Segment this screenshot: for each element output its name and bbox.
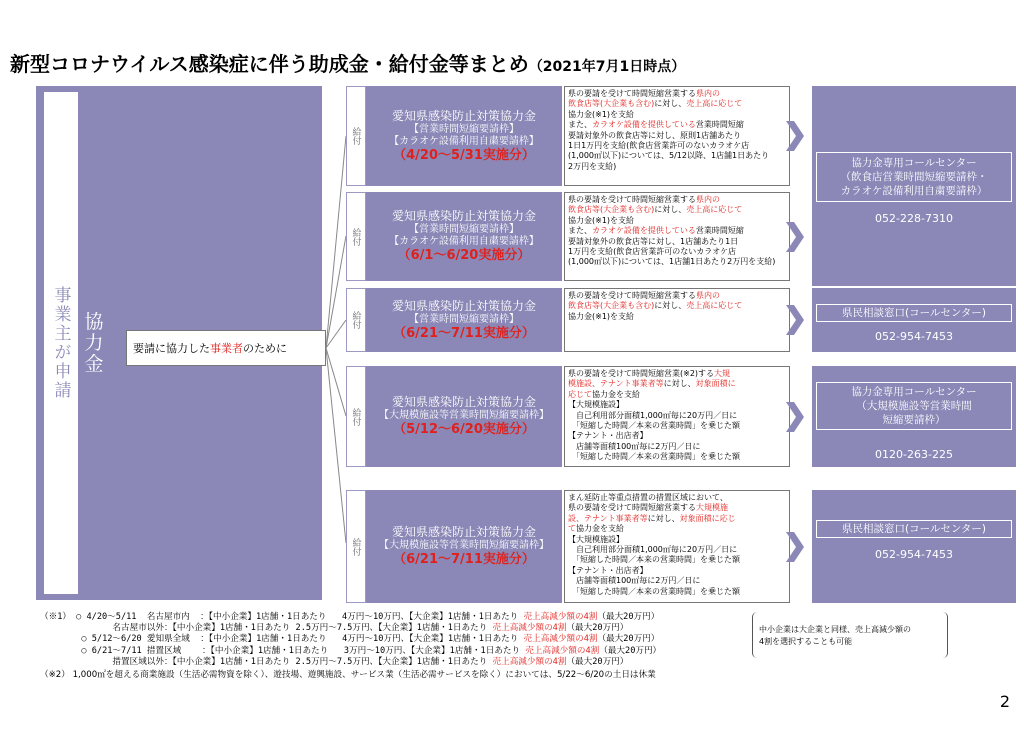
benefit-label-box [346, 86, 366, 186]
description-line: 1日1万円を支給(飲食店営業許可のないカラオケ店 [568, 141, 750, 151]
program-row [346, 86, 790, 186]
program-type: 【カラオケ設備利用自粛要請枠】 [389, 135, 539, 147]
program-description [564, 86, 790, 186]
description-line: 飲食店等(大企業も含む)に対し、売上高に応じて [568, 99, 743, 109]
footnote-line: ○ 6/21〜7/11 措置区域 ：【中小企業】1店舗・1日あたり 3万円〜10万円、【大企業】1店舗・1日あたり 売上高減少額の4割（最大20万円） [40, 645, 662, 656]
benefit-label: 給付 [350, 311, 361, 329]
description-line: 要請対象外の飲食店等に対し、原則1店舗あたり [568, 130, 742, 140]
program-description [564, 192, 790, 281]
program-period: （4/20〜5/31実施分） [393, 147, 535, 163]
applicant-label: 事業主が申請 [50, 286, 71, 400]
footnote-line: 措置区域以外：【中小企業】1店舗・1日あたり 2.5万円〜7.5万円、【大企業】1店舗・1日あたり 売上高減少額の4割（最大20万円） [40, 656, 629, 667]
description-line: 県の要請を受けて時間短縮営業する大規模施 [568, 503, 728, 513]
benefit-label: 給付 [350, 407, 361, 426]
footnote-line: （※1） ○ 4/20〜5/11 名古屋市内 ：【中小企業】1店舗・1日あたり 4万円〜10万円、【大企業】1店舗・1日あたり 売上高減少額の4割（最大20万円） [40, 612, 660, 622]
page-subtitle: （2021年7月1日時点） [528, 59, 686, 75]
benefit-label-box [346, 366, 366, 467]
footnote-line: ○ 5/12〜6/20 愛知県全域 ：【中小企業】1店舗・1日あたり 4万円〜10万円、【大企業】1店舗・1日あたり 売上高減少額の4割（最大20万円） [40, 634, 660, 645]
footnote-line: 名古屋市以外：【中小企業】1店舗・1日あたり 2.5万円〜7.5万円、【大企業】1店舗・1日あたり 売上高減少額の4割（最大20万円） [40, 623, 629, 634]
program-type: 【大規模施設等営業時間短縮要請枠】 [379, 540, 549, 551]
benefit-label: 給付 [350, 127, 361, 145]
benefit-label-box [346, 490, 366, 603]
program-row [346, 366, 790, 467]
chevron-right-icon [786, 305, 806, 335]
page-title: 新型コロナウイルス感染症に伴う助成金・給付金等まとめ（2021年7月1日時点） [10, 52, 686, 76]
description-line: 要請対象外の飲食店等に対し、1店舗あたり1日 [568, 236, 739, 246]
program-name: 愛知県感染防止対策協力金 [391, 298, 536, 313]
benefit-label-box [346, 192, 366, 281]
program-period: （5/12〜6/20実施分） [393, 422, 535, 437]
description-line: 「短縮した時間／本来の営業時間」を乗じた額 [568, 555, 740, 565]
program-type: 【営業時間短縮要請枠】 [409, 313, 519, 325]
description-line: 「短縮した時間／本来の営業時間」を乗じた額 [568, 421, 740, 431]
description-line: 県の要請を受けて時間短縮営業(※2)する大規 [568, 369, 731, 378]
program-period: （6/1〜6/20実施分） [397, 248, 531, 263]
program-name-box [366, 288, 562, 352]
description-line: 協力金(※1)を支給 [568, 215, 635, 225]
description-line: 1万円を支給(飲食店営業許可のないカラオケ店 [568, 247, 737, 257]
program-row [346, 288, 790, 352]
description-line: 自己利用部分面積1,000㎡毎に20万円／日に [568, 545, 738, 555]
program-name-box [366, 366, 562, 467]
contact-panel [812, 366, 1016, 467]
program-type: 【大規模施設等営業時間短縮要請枠】 [379, 410, 549, 421]
program-type: 【営業時間短縮要請枠】 [409, 224, 519, 235]
description-line: 協力金(※1)を支給 [568, 311, 635, 321]
description-line: 【テナント・出店者】 [568, 431, 648, 441]
description-line: また、カラオケ設備を提供している営業時間短縮 [568, 120, 744, 130]
purpose-box: 要請に協力した事業者のために [126, 330, 326, 366]
program-row [346, 490, 790, 603]
program-name-box [366, 192, 562, 281]
description-line: 飲食店等(大企業も含む)に対し、売上高に応じて [568, 205, 743, 215]
description-line: 飲食店等(大企業も含む)に対し、売上高に応じて [568, 301, 743, 311]
description-line: 県の要請を受けて時間短縮営業する県内の [568, 89, 720, 98]
description-line: 自己利用部分面積1,000㎡毎に20万円／日に [568, 410, 738, 420]
description-line: (1,000㎡以下)については、5/12以降、1店舗1日あたり [568, 151, 770, 161]
description-line: 県の要請を受けて時間短縮営業する県内の [568, 291, 720, 300]
contact-name: 協力金専用コールセンター （飲食店営業時間短縮要請枠・ カラオケ設備利用自粛要請枠） [816, 152, 1012, 202]
contact-panel [812, 86, 1016, 286]
program-type: 【営業時間短縮要請枠】 [409, 123, 519, 135]
benefit-label: 給付 [350, 227, 361, 246]
program-name-box [366, 490, 562, 603]
description-line: 模施設、テナント事業者等に対し、対象面積に [568, 379, 736, 389]
category-label: 協力金 [81, 311, 104, 375]
program-period: （6/21〜7/11実施分） [393, 325, 535, 341]
chevron-right-icon [786, 222, 806, 252]
description-line: 【大規模施設】 [568, 534, 624, 544]
program-type: 【カラオケ設備利用自粛要請枠】 [389, 236, 539, 247]
description-line: て協力金を支給 [568, 524, 624, 534]
program-description [564, 288, 790, 352]
contact-panel [812, 288, 1016, 352]
contact-name: 協力金専用コールセンター （大規模施設等営業時間 短縮要請枠） [816, 382, 1012, 430]
footnote-1 [40, 612, 661, 668]
contact-phone: 052-228-7310 [875, 212, 953, 225]
program-period: （6/21〜7/11実施分） [393, 552, 535, 567]
description-line: 2万円を支給) [568, 161, 617, 171]
chevron-right-icon [786, 402, 806, 432]
footnote-2: （※2） 1,000㎡を超える商業施設（生活必需物資を除く）、遊技場、遊興施設、サービス業（生活必需サービスを除く）においては、5/22〜6/20の土日は休業 [40, 670, 656, 680]
contact-panel [812, 490, 1016, 603]
chevron-right-icon [786, 532, 806, 562]
benefit-label: 給付 [350, 537, 361, 556]
description-line: 応じて協力金を支給 [568, 389, 640, 399]
page-number: 2 [999, 692, 1010, 711]
contact-phone: 052-954-7453 [875, 330, 953, 343]
description-line: 【テナント・出店者】 [568, 565, 648, 575]
description-line: また、カラオケ設備を提供している営業時間短縮 [568, 226, 744, 236]
description-line: 協力金(※1)を支給 [568, 109, 635, 119]
description-line: 「短縮した時間／本来の営業時間」を乗じた額 [568, 586, 740, 596]
program-name-box [366, 86, 562, 186]
contact-name: 県民相談窓口(コールセンター) [816, 304, 1012, 322]
contact-phone: 052-954-7453 [875, 548, 953, 561]
description-line: 店舗等面積100㎡毎に2万円／日に [568, 441, 701, 451]
program-row [346, 192, 790, 281]
description-line: 店舗等面積100㎡毎に2万円／日に [568, 576, 701, 586]
program-name: 愛知県感染防止対策協力金 [391, 108, 536, 123]
description-line: 設、テナント事業者等に対し、対象面積に応じ [568, 513, 736, 523]
description-line: 「短縮した時間／本来の営業時間」を乗じた額 [568, 452, 740, 462]
contact-phone: 0120-263-225 [875, 448, 953, 461]
footnote-brace-note: 中小企業は大企業と同様、売上高減少額の 4割を選択することも可能 [752, 612, 948, 658]
description-line: (1,000㎡以下)については、1店舗1日あたり2万円を支給) [568, 257, 776, 267]
description-line: 県の要請を受けて時間短縮営業する県内の [568, 195, 720, 204]
benefit-label-box [346, 288, 366, 352]
program-description [564, 366, 790, 467]
description-line: 【大規模施設】 [568, 400, 624, 410]
description-line: まん延防止等重点措置の措置区域において、 [568, 493, 728, 502]
program-name: 愛知県感染防止対策協力金 [391, 209, 536, 223]
program-name: 愛知県感染防止対策協力金 [391, 525, 536, 539]
program-description [564, 490, 790, 603]
program-name: 愛知県感染防止対策協力金 [391, 395, 536, 409]
chevron-right-icon [786, 121, 806, 151]
contact-name: 県民相談窓口(コールセンター) [816, 520, 1012, 538]
